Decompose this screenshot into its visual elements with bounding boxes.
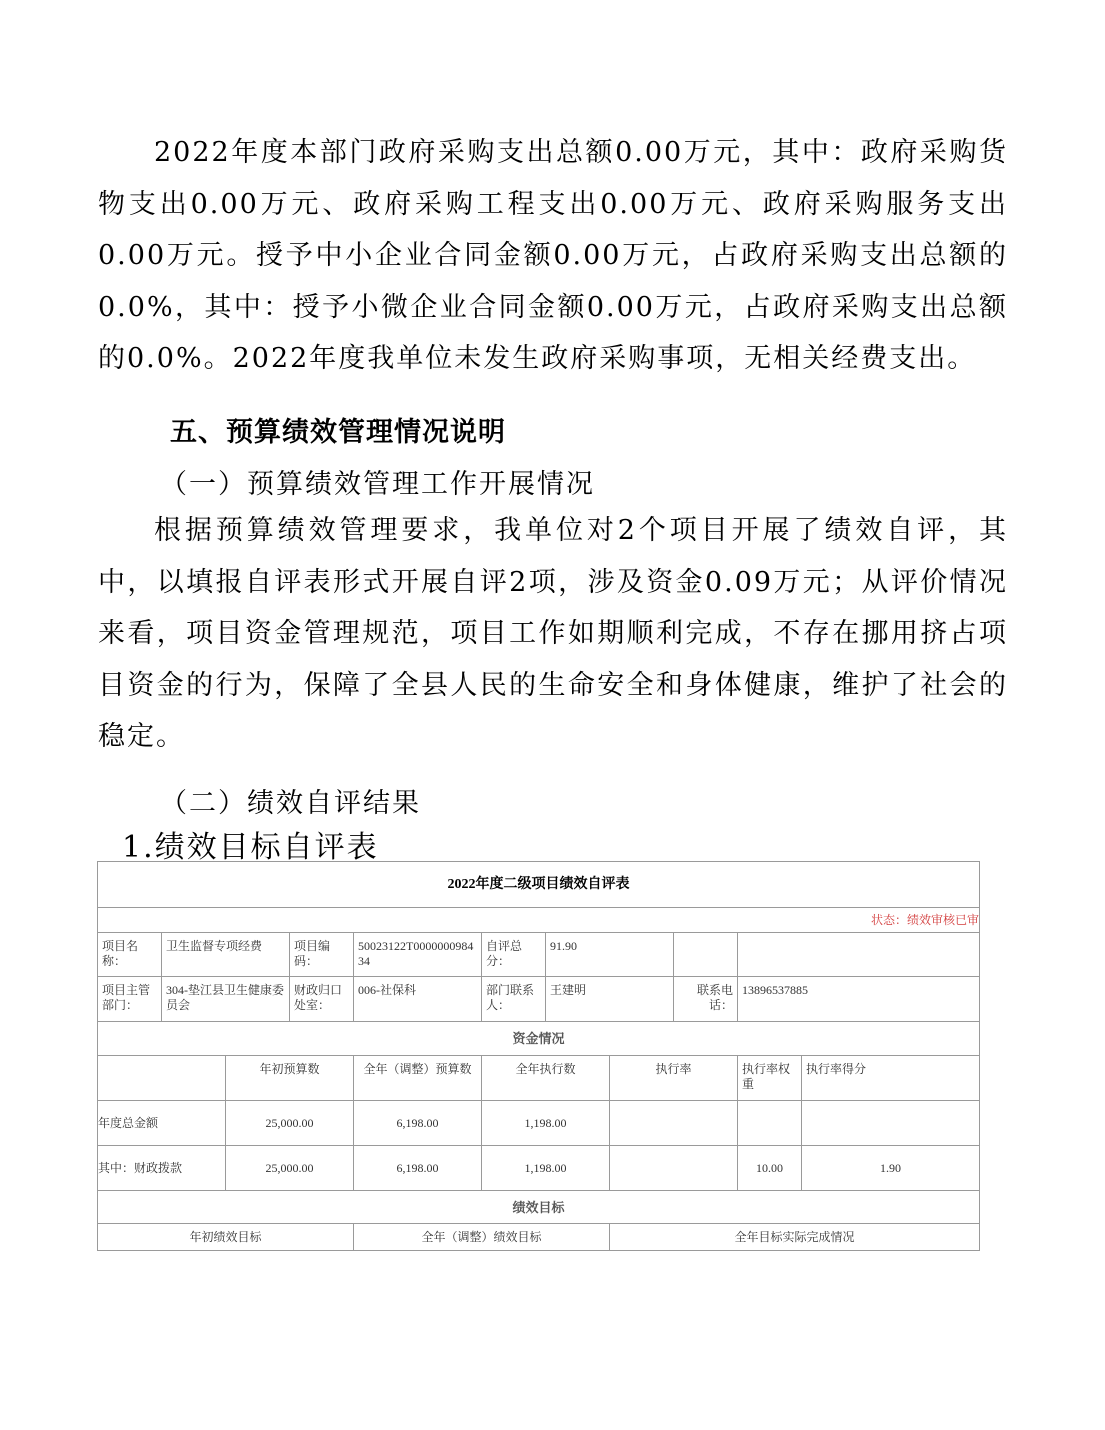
row-score [802,1101,980,1146]
project-name-value: 卫生监督专项经费 [162,933,290,977]
row-label: 其中：财政拨款 [98,1146,226,1191]
goal-initial-header: 年初绩效目标 [98,1224,354,1251]
col-execution-rate: 执行率 [610,1056,738,1101]
table-row [98,1146,980,1191]
subsection-heading-1: （一）预算绩效管理工作开展情况 [160,469,595,500]
row-rate [610,1146,738,1191]
col-adjusted-budget: 全年（调整）预算数 [354,1056,482,1101]
dept-value: 304-垫江县卫生健康委员会 [162,977,290,1022]
empty-cell [674,933,738,977]
finance-value: 006-社保科 [354,977,482,1022]
project-code-label: 项目编码： [290,933,354,977]
empty-header-cell [98,1056,226,1101]
row-label: 年度总金额 [98,1101,226,1146]
funds-section-header: 资金情况 [98,1022,980,1056]
row-executed: 1,198.00 [482,1101,610,1146]
col-executed: 全年执行数 [482,1056,610,1101]
performance-self-evaluation-table [97,861,980,1251]
phone-label: 联系电话： [674,977,738,1022]
dept-label: 项目主管部门： [98,977,162,1022]
phone-value: 13896537885 [738,977,980,1022]
project-code-value: 50023122T000000098434 [354,933,482,977]
row-adjusted: 6,198.00 [354,1101,482,1146]
contact-label: 部门联系人： [482,977,546,1022]
self-score-value: 91.90 [546,933,674,977]
performance-paragraph: 根据预算绩效管理要求，我单位对2个项目开展了绩效自评，其中，以填报自评表形式开展自评2项，涉及资金0.09万元；从评价情况来看，项目资金管理规范，项目工作如期顺利完成，不存在挪用挤占项目资金的行为，保障了全县人民的生命安全和身体健康，维护了社会的稳定。 [98,515,1008,752]
row-score: 1.90 [802,1146,980,1191]
col-rate-score: 执行率得分 [802,1056,980,1101]
row-weight: 10.00 [738,1146,802,1191]
project-name-label: 项目名称： [98,933,162,977]
table-row [98,1101,980,1146]
row-adjusted: 6,198.00 [354,1146,482,1191]
goal-actual-header: 全年目标实际完成情况 [610,1224,980,1251]
section-heading-5: 五、预算绩效管理情况说明 [170,417,506,448]
row-executed: 1,198.00 [482,1146,610,1191]
col-initial-budget: 年初预算数 [226,1056,354,1101]
row-weight [738,1101,802,1146]
procurement-paragraph: 2022年度本部门政府采购支出总额0.00万元，其中：政府采购货物支出0.00万元、政府采购工程支出0.00万元、政府采购服务支出0.00万元。授予中小企业合同金额0.00万元，占政府采购支出总额的0.0%，其中：授予小微企业合同金额0.00万元，占政府采购支出总额的0.0%。2022年度我单位未发生政府采购事项，无相关经费支出。 [98,137,1008,374]
finance-label: 财政归口处室： [290,977,354,1022]
row-initial: 25,000.00 [226,1101,354,1146]
subsection-heading-2: （二）绩效自评结果 [160,788,421,819]
table-caption: 1.绩效目标自评表 [122,830,379,865]
table-title: 2022年度二级项目绩效自评表 [98,862,980,908]
goal-adjusted-header: 全年（调整）绩效目标 [354,1224,610,1251]
empty-cell [738,933,980,977]
status-badge: 状态：绩效审核已审 [98,908,980,933]
performance-section-header: 绩效目标 [98,1191,980,1224]
col-rate-weight: 执行率权重 [738,1056,802,1101]
row-initial: 25,000.00 [226,1146,354,1191]
contact-value: 王建明 [546,977,674,1022]
self-score-label: 自评总分： [482,933,546,977]
row-rate [610,1101,738,1146]
